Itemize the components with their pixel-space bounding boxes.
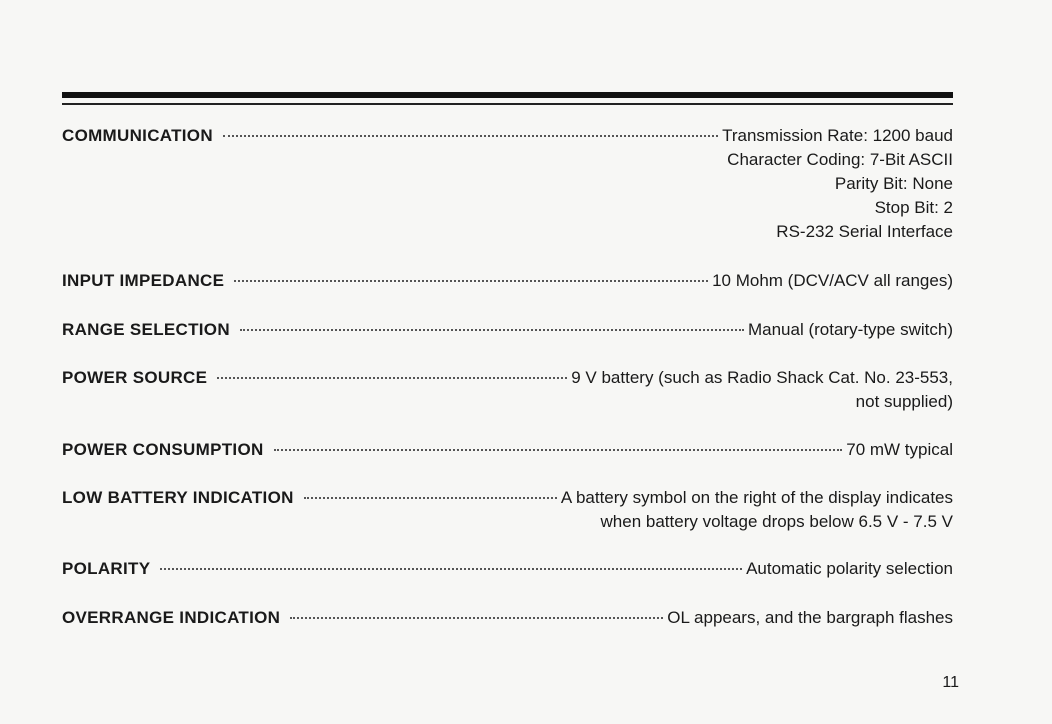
spec-communication <box>62 124 953 244</box>
spec-value: Manual (rotary-type switch) <box>747 320 953 339</box>
page-number: 11 <box>942 674 959 691</box>
spec-overrange-indication <box>62 606 953 630</box>
spec-value: 10 Mohm (DCV/ACV all ranges) <box>712 271 953 290</box>
spec-value: OL appears, and the bargraph flashes <box>667 608 953 627</box>
spec-value-continued: Stop Bit: 2 <box>874 198 953 217</box>
spec-label: POWER CONSUMPTION <box>62 440 264 459</box>
spec-label: POWER SOURCE <box>62 368 208 387</box>
dot-leader <box>304 497 557 499</box>
spec-label: RANGE SELECTION <box>62 320 230 339</box>
spec-label: INPUT IMPEDANCE <box>62 271 225 290</box>
spec-value-continued: Character Coding: 7-Bit ASCII <box>727 150 953 169</box>
header-rule-thin <box>62 103 953 105</box>
dot-leader <box>160 568 742 570</box>
spec-low-battery-indication <box>62 486 953 534</box>
spec-label: OVERRANGE INDICATION <box>62 608 281 627</box>
spec-value: 70 mW typical <box>846 440 953 459</box>
spec-label: COMMUNICATION <box>62 126 213 145</box>
spec-value-continued: when battery voltage drops below 6.5 V - 7.5 V <box>600 512 953 531</box>
dot-leader <box>234 280 708 282</box>
spec-polarity <box>62 557 953 581</box>
spec-value: Transmission Rate: 1200 baud <box>722 126 953 145</box>
spec-value: Automatic polarity selection <box>746 559 953 578</box>
spec-value-continued: Parity Bit: None <box>834 174 953 193</box>
spec-value: A battery symbol on the right of the display indicates <box>560 488 953 507</box>
dot-leader <box>223 135 718 137</box>
dot-leader <box>274 449 843 451</box>
dot-leader <box>217 377 567 379</box>
spec-label: LOW BATTERY INDICATION <box>62 488 294 507</box>
spec-power-source <box>62 366 953 414</box>
dot-leader <box>240 329 744 331</box>
spec-value: 9 V battery (such as Radio Shack Cat. No. 23-553, <box>571 368 953 387</box>
dot-leader <box>290 617 663 619</box>
spec-value-continued: RS-232 Serial Interface <box>776 222 953 241</box>
spec-label: POLARITY <box>62 559 151 578</box>
spec-range-selection <box>62 318 953 342</box>
spec-value-continued: not supplied) <box>855 392 953 411</box>
spec-input-impedance <box>62 269 953 293</box>
spec-power-consumption <box>62 438 953 462</box>
header-rule-thick <box>62 92 953 98</box>
